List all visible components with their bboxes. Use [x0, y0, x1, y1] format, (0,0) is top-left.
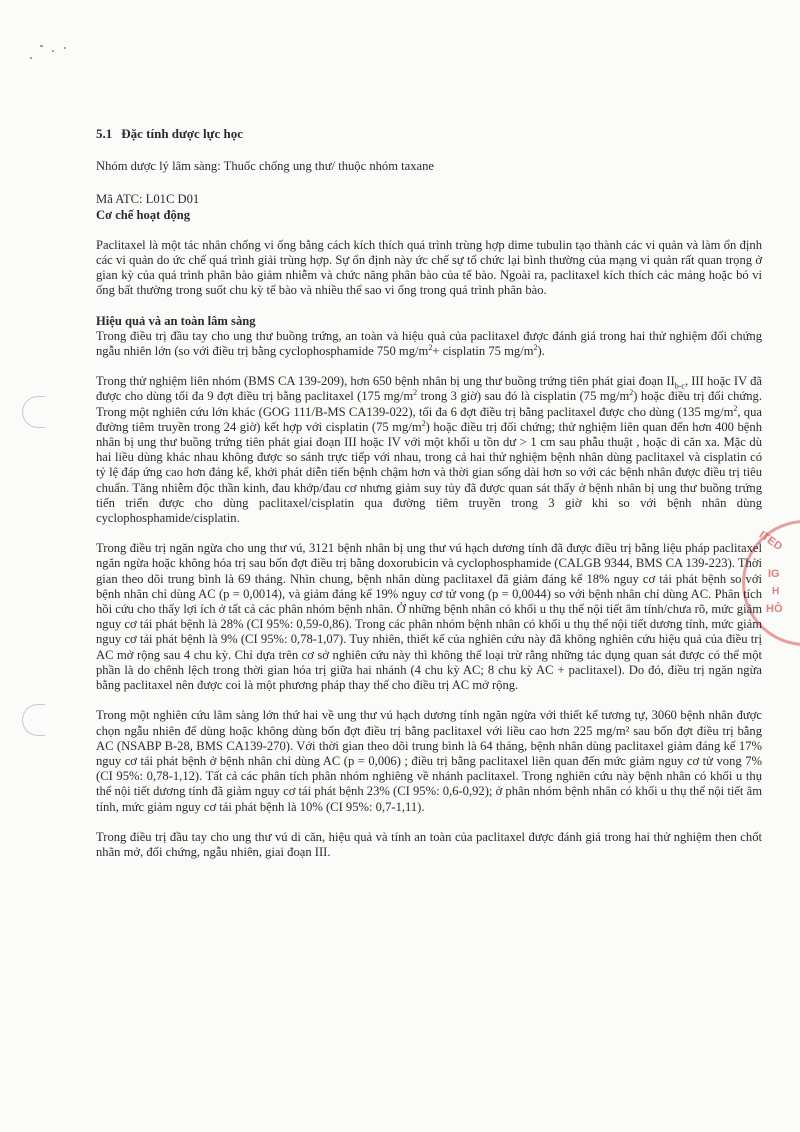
scan-speck: [52, 50, 54, 52]
document-content: [96, 126, 762, 860]
mechanism-heading: Cơ chế hoạt động: [96, 207, 191, 222]
scan-speck: [30, 57, 32, 59]
efficacy-heading: Hiệu quả và an toàn lâm sàng: [96, 313, 256, 328]
section-heading: [96, 126, 762, 141]
breast-second-study-paragraph: Trong một nghiên cứu lâm sàng lớn thứ hai về ung thư vú hạch dương tính ngăn ngừa với thiết kế tương tự, 3060 bệnh nhân được chọn ngẫu nhiên để dùng hoặc không dùng bốn đợt điều trị bằng paclitaxel với liều cao hơn 225 mg/m² sau bốn đợt điều trị bằng AC (NSABP B-28, BMS CA139-270). Với thời gian theo dõi trung bình là 64 tháng, bệnh nhân dùng paclitaxel giảm đáng kể 17% nguy cơ tái phát bệnh ở bệnh nhân chỉ dùng AC (p = 0,006) ; điều trị bằng paclitaxel liên quan đến mức giảm nguy cơ tử vong 7% (CI 95%: 0,78-1,12). Tất cả các phân tích phân nhóm nghiêng về nhánh paclitaxel. Trong nghiên cứu này bệnh nhân có khối u thụ thể nội tiết dương tính đã giảm nguy cơ tái phát bệnh 23% (CI 95%: 0,6-0,92); ở phân nhóm bệnh nhân có khối u thụ thể nội tiết âm tính, mức giảm nguy cơ tái phát bệnh là 10% (CI 95%: 0,7-1,11).: [96, 708, 762, 814]
efficacy-intro: Trong điều trị đầu tay cho ung thư buồng trứng, an toàn và hiệu quả của paclitaxel được đánh giá trong hai thử nghiệm đối chứng ngẫu nhiên lớn (so với điều trị bằng cyclophosphamide 750 $mg/m^2+$ cisplatin 75 $mg/m^2$).: [96, 328, 762, 359]
scan-speck: [40, 45, 43, 47]
punch-hole-top: [22, 396, 45, 428]
section-number: 5.1: [96, 126, 113, 141]
stamp-text: HÔ: [766, 603, 783, 615]
breast-adjuvant-paragraph: Trong điều trị ngăn ngừa cho ung thư vú, 3121 bệnh nhân bị ung thư vú hạch dương tính đã được điều trị bằng liệu pháp paclitaxel ngăn ngừa hoặc không hóa trị sau bốn đợt điều trị bằng doxorubicin và cyclophosphamide (CALGB 9344, BMS CA 139-223). Thời gian theo dõi trung bình là 69 tháng. Nhìn chung, bệnh nhân dùng paclitaxel đã giảm đáng kể 18% nguy cơ tái phát bệnh so với bệnh nhân chỉ dùng AC (p = 0,0014), và giảm đáng kể 19% nguy cơ tử vong (p = 0,0044) so với bệnh nhân chỉ dùng AC. Phân tích hồi cứu cho thấy lợi ích ở tất cả các phân nhóm bệnh nhân. Ở những bệnh nhân có khối u thụ thể nội tiết âm tính/chưa rõ, mức giảm nguy cơ tái phát bệnh là 28% (CI 95%: 0,59-0,86). Trong các phân nhóm bệnh nhân có khối u thụ thể nội tiết dương tính, mức giảm nguy cơ tái phát bệnh là 9% (CI 95%: 0,78-1,07). Tuy nhiên, thiết kế của nghiên cứu này đã không nghiên cứu hiệu quả của điều trị AC mở rộng sau 4 chu kỳ. Chỉ dựa trên cơ sở nghiên cứu này thì không thể loại trừ rằng những tác dụng quan sát được có thể một phần là do chênh lệch trong thời gian hóa trị giữa hai nhánh (4 chu kỳ AC; 8 chu kỳ AC + paclitaxel). Do đó, điều trị ngăn ngừa bằng paclitaxel nên được coi là một phương pháp thay thế cho điều trị AC mở rộng.: [96, 541, 762, 693]
mechanism-paragraph: Paclitaxel là một tác nhân chống vi ống bằng cách kích thích quá trình trùng hợp dime tubulin tạo thành các vi quản và làm ổn định các vi quản do ức chế quá trình giải trùng hợp. Sự ổn định này ức chế sự tổ chức lại bình thường của mạng vi quản rất quan trọng ở gian kỳ của quá trình phân bào giảm nhiễm và chức năng phân bào của tế bào. Ngoài ra, paclitaxel kích thích các mảng hoặc bó vi ống bất thường trong suốt chu kỳ tế bào và nhiều thể sao vi ống trong quá trình phân bào.: [96, 237, 762, 298]
pharmacotherapeutic-group: Nhóm dược lý lâm sàng: Thuốc chống ung thư/ thuộc nhóm taxane: [96, 159, 435, 174]
scan-speck: [64, 47, 66, 49]
atc-code: Mã ATC: L01C D01: [96, 192, 200, 207]
stamp-text: IG: [768, 568, 780, 580]
section-title: Đặc tính dược lực học: [121, 126, 243, 141]
stamp-text: H: [772, 586, 780, 597]
punch-hole-bottom: [22, 704, 45, 736]
stamp-text: ITED: [756, 528, 785, 554]
metastatic-breast-paragraph: Trong điều trị đầu tay cho ung thư vú di căn, hiệu quả và tính an toàn của paclitaxel được đánh giá trong hai thử nghiệm then chốt nhãn mở, đối chứng, ngẫu nhiên, giai đoạn III.: [96, 829, 762, 859]
ovarian-trials-paragraph: Trong thử nghiệm liên nhóm (BMS CA 139-209), hơn 650 bệnh nhân bị ung thư buồng trứng tiên phát giai đoạn $II_{b-c}$, III hoặc IV đã được cho dùng tối đa 9 đợt điều trị bằng paclitaxel (175 $mg/m^2$ trong 3 giờ) sau đó là cisplatin (75 $mg/m^2$) hoặc điều trị đối chứng. Trong một nghiên cứu lớn khác (GOG 111/B-MS CA139-022), tối đa 6 đợt điều trị bằng paclitaxel được cho dùng (135 $mg/m^2$, qua đường tiêm truyền trong 24 giờ) kết hợp với cisplatin (75 $mg/m^2$) hoặc điều trị đối chứng; thử nghiệm liên quan đến hơn 400 bệnh nhân bị ung thư buồng trứng tiên phát giai đoạn III hoặc IV với một khối u tồn dư > 1 cm sau phẫu thuật , hoặc di căn xa. Mặc dù hai liều dùng khác nhau không được so sánh trực tiếp với nhau, trong cả hai thử nghiệm bệnh nhân dùng paclitaxel và cisplatin có tỷ lệ đáp ứng cao hơn đáng kể, khởi phát diễn tiến bệnh chậm hơn và thời gian sống dài hơn so với các bệnh nhân được điều trị tiêu chuẩn. Tăng nhiễm độc thần kinh, đau khớp/đau cơ nhưng giảm suy tủy đã được quan sát thấy ở bệnh nhân bị ung thư buồng trứng tiến triển được cho dùng paclitaxel/cisplatin qua đường tiêm truyền trong 3 giờ khi so với bệnh nhân dùng cyclophosphamide/cisplatin.: [96, 374, 763, 526]
